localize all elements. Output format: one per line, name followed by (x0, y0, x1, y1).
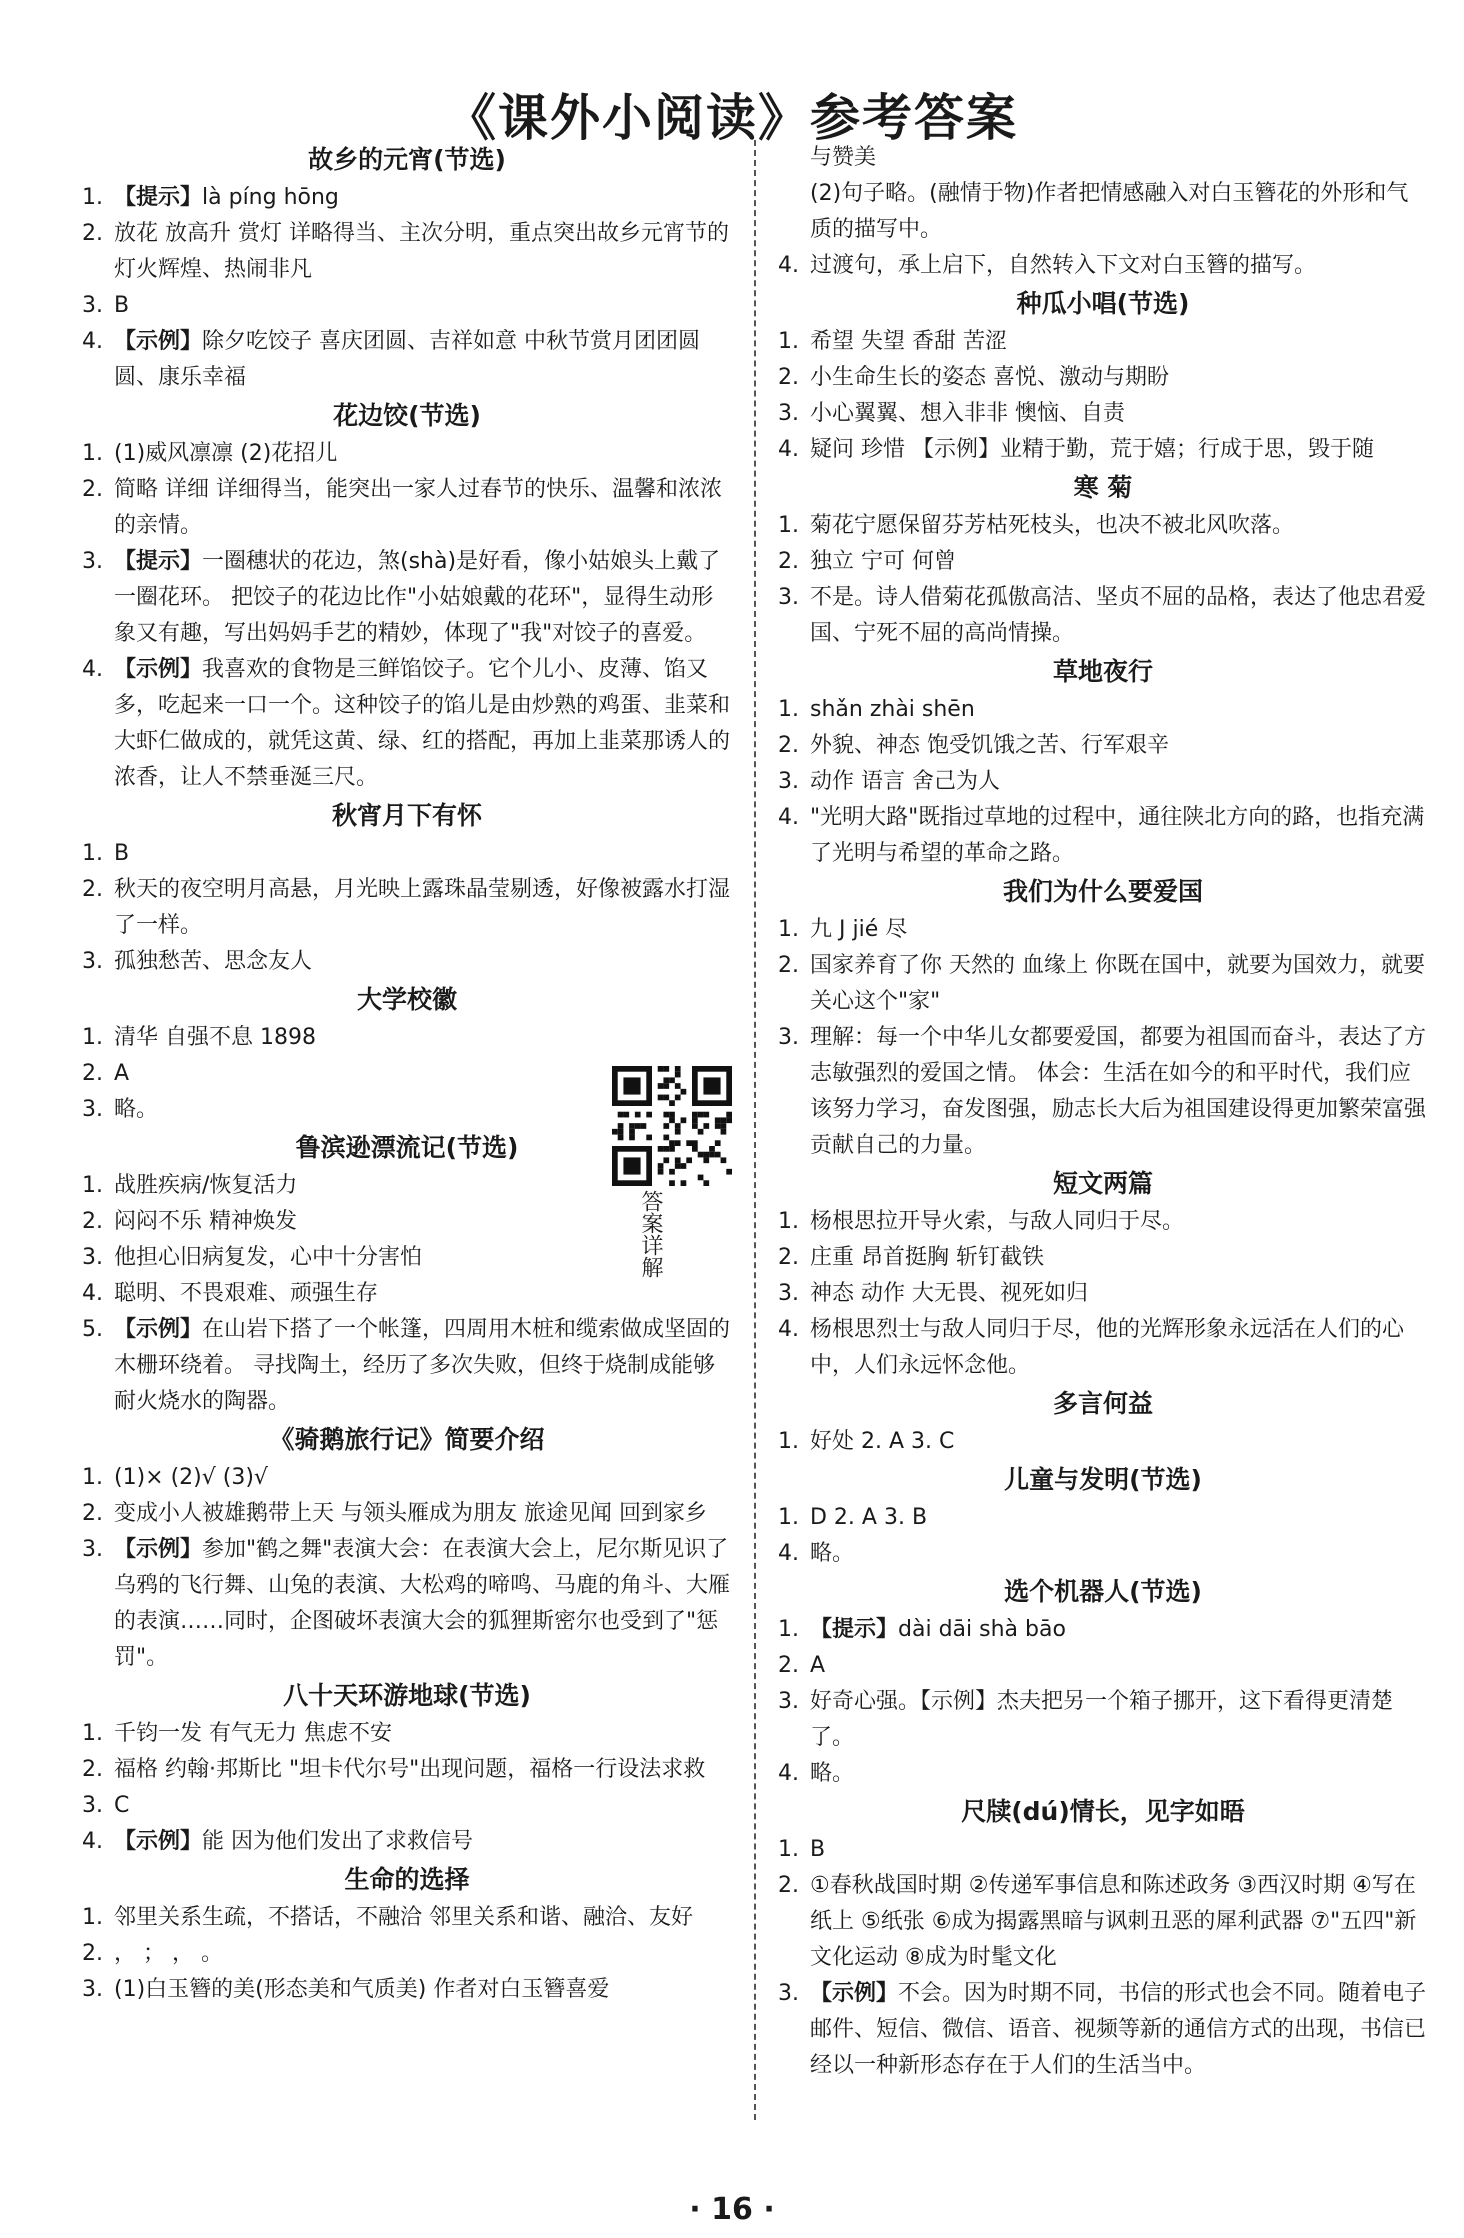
section-title: 大学校徽 (356, 985, 457, 1014)
answer-item (778, 1536, 1428, 1572)
section-title: 儿童与发明(节选) (1004, 1465, 1202, 1494)
answer-item (82, 1496, 732, 1532)
answer-number: 4. (778, 437, 799, 462)
answer-number: 1. (778, 917, 799, 942)
answer-text: 独立 宁可 何曾 (810, 549, 956, 574)
answer-number: 4. (778, 805, 799, 830)
section-title: 八十天环游地球(节选) (283, 1681, 531, 1710)
answer-number: 1. (778, 1617, 799, 1642)
answer-item (82, 216, 732, 288)
answer-text: 孤独愁苦、思念友人 (114, 949, 313, 974)
answer-number: 2. (778, 1245, 799, 1270)
answer-number: 3. (778, 1981, 799, 2006)
answer-item (82, 1900, 732, 1936)
answer-text: 参加"鹤之舞"表演大会：在表演大会上，尼尔斯见识了乌鸦的飞行舞、山兔的表演、大松鸡的啼鸣、马鹿的角斗、大雁的表演……同时，企图破坏表演大会的狐狸斯密尔也受到了"惩罚"。 (114, 1537, 731, 1670)
answer-item (778, 1868, 1428, 1976)
section-title: 花边饺(节选) (333, 401, 481, 430)
answer-number: 3. (82, 1537, 103, 1562)
column-divider (754, 140, 756, 2120)
answer-text: 秋天的夜空明月高悬，月光映上露珠晶莹剔透，好像被露水打湿了一样。 (114, 877, 731, 938)
answer-item (82, 836, 732, 872)
answer-number: 2. (82, 1501, 103, 1526)
qr-code[interactable] (612, 1066, 732, 1186)
answer-text: A (114, 1061, 130, 1086)
answer-number: 1. (82, 1173, 103, 1198)
answer-text: 希望 失望 香甜 苦涩 (810, 329, 1007, 354)
answer-number: 1. (82, 841, 103, 866)
answer-item (82, 324, 732, 396)
answer-number: 3. (778, 1025, 799, 1050)
answer-number: 3. (778, 769, 799, 794)
answer-number: 3. (82, 949, 103, 974)
answer-text: A (810, 1653, 826, 1678)
answer-item (82, 1276, 732, 1312)
answer-text: 与赞美 (810, 145, 877, 170)
section-title: 多言何益 (1052, 1389, 1153, 1418)
answer-text: C (114, 1793, 130, 1818)
answer-number: 2. (82, 221, 103, 246)
answer-number: 1. (778, 513, 799, 538)
answer-text: (2)句子略。(融情于物)作者把情感融入对白玉簪花的外形和气质的描写中。 (810, 181, 1409, 242)
answer-item (82, 1312, 732, 1420)
answer-number: 4. (82, 657, 103, 682)
answer-number: 3. (778, 1689, 799, 1714)
answer-item (82, 1972, 732, 2008)
answer-number: 1. (778, 697, 799, 722)
answer-number: 1. (82, 1721, 103, 1746)
section-title: 寒 菊 (1073, 473, 1133, 502)
section-title: 种瓜小唱(节选) (1016, 289, 1190, 318)
answer-item (778, 432, 1428, 468)
answer-item (778, 580, 1428, 652)
answer-tag: 【示例】 (114, 1317, 203, 1342)
answer-text: 不会。因为时期不同，书信的形式也会不同。随着电子邮件、短信、微信、语音、视频等新的通信方式的出现，书信已经以一种新形态存在于人们的生活当中。 (810, 1981, 1427, 2078)
answer-text: 杨根思拉开导火索，与敌人同归于尽。 (810, 1209, 1185, 1234)
answer-item (82, 1824, 732, 1860)
answer-text: 闷闷不乐 精神焕发 (114, 1209, 297, 1234)
answer-text: 小心翼翼、想入非非 懊恼、自责 (810, 401, 1125, 426)
answer-text: 邻里关系生疏，不搭话，不融洽 邻里关系和谐、融洽、友好 (114, 1905, 693, 1930)
answer-text: shǎn zhài shēn (810, 697, 975, 722)
section-title: 鲁滨逊漂流记(节选) (295, 1133, 519, 1162)
answer-text: là píng hōng (202, 185, 339, 210)
answer-number: 1. (82, 1465, 103, 1490)
answer-text: 简略 详细 详细得当，能突出一家人过春节的快乐、温馨和浓浓的亲情。 (114, 477, 722, 538)
answer-item (82, 1020, 732, 1056)
answer-item (778, 248, 1428, 284)
answer-item (82, 180, 732, 216)
answer-text: 不是。诗人借菊花孤傲高洁、坚贞不屈的品格，表达了他忠君爱国、宁死不屈的高尚情操。 (810, 585, 1427, 646)
answer-text: 略。 (810, 1761, 855, 1786)
answer-text: 除夕吃饺子 喜庆团圆、吉祥如意 中秋节赏月团团圆圆、康乐幸福 (114, 329, 701, 390)
answer-number: 4. (778, 1761, 799, 1786)
answer-number: 2. (82, 1941, 103, 1966)
answer-tag: 【提示】 (114, 185, 203, 210)
answer-number: 4. (82, 329, 103, 354)
answer-number: 1. (778, 1209, 799, 1234)
right-column (778, 140, 1428, 2084)
section-title: 秋宵月下有怀 (331, 801, 482, 830)
section-title: 短文两篇 (1052, 1169, 1153, 1198)
answer-text: 略。 (114, 1097, 159, 1122)
answer-text: 变成小人被雄鹅带上天 与领头雁成为朋友 旅途见闻 回到家乡 (114, 1501, 707, 1526)
answer-number: 2. (778, 549, 799, 574)
answer-text: 理解：每一个中华儿女都要爱国，都要为祖国而奋斗，表达了方志敏强烈的爱国之情。 体会：生活在如今的和平时代，我们应该努力学习，奋发图强，励志长大后为祖国建设得更加繁荣富强贡献自己的力量。 (810, 1025, 1427, 1158)
answer-number: 1. (82, 185, 103, 210)
answer-item (778, 508, 1428, 544)
answer-text: 我喜欢的食物是三鲜馅饺子。它个儿小、皮薄、馅又多，吃起来一口一个。这种饺子的馅儿是由炒熟的鸡蛋、韭菜和大虾仁做成的，就凭这黄、绿、红的搭配，再加上韭菜那诱人的浓香，让人不禁垂涎三尺。 (114, 657, 731, 790)
answer-item (778, 1240, 1428, 1276)
answer-text: 福格 约翰·邦斯比 "坦卡代尔号"出现问题，福格一行设法求救 (114, 1757, 706, 1782)
answer-number: 1. (82, 441, 103, 466)
answer-item (778, 1756, 1428, 1792)
answer-item (778, 1500, 1428, 1536)
answer-item (82, 436, 732, 472)
answer-item (778, 140, 1428, 176)
answer-item (82, 1788, 732, 1824)
answer-item (778, 728, 1428, 764)
answer-text: (1)× (2)√ (3)√ (114, 1465, 268, 1490)
answer-item (82, 1936, 732, 1972)
answer-number: 2. (778, 365, 799, 390)
answer-text: B (810, 1837, 826, 1862)
answer-text: "光明大路"既指过草地的过程中，通往陕北方向的路，也指充满了光明与希望的革命之路。 (810, 805, 1425, 866)
section-title: 草地夜行 (1052, 657, 1153, 686)
answer-text: ， ； ， 。 (114, 1941, 223, 1966)
answer-number: 2. (778, 1873, 799, 1898)
answer-item (778, 1276, 1428, 1312)
answer-number: 2. (82, 477, 103, 502)
answer-item (778, 1832, 1428, 1868)
answer-item (778, 1020, 1428, 1164)
answer-number: 3. (82, 549, 103, 574)
answer-number: 2. (82, 1061, 103, 1086)
answer-number: 4. (778, 1541, 799, 1566)
answer-number: 3. (778, 1281, 799, 1306)
answer-item (82, 872, 732, 944)
answer-item (82, 1716, 732, 1752)
answer-item (778, 948, 1428, 1020)
section-title: 我们为什么要爱国 (1002, 877, 1203, 906)
section-title: 故乡的元宵(节选) (308, 145, 506, 174)
section-title: 选个机器人(节选) (1004, 1577, 1202, 1606)
answer-number: 3. (82, 1245, 103, 1270)
answer-text: ①春秋战国时期 ②传递军事信息和陈述政务 ③西汉时期 ④写在纸上 ⑤纸张 ⑥成为揭露黑暗与讽刺丑恶的犀利武器 ⑦"五四"新文化运动 ⑧成为时髦文化 (810, 1873, 1417, 1970)
answer-text: 一圈穗状的花边，煞(shà)是好看，像小姑娘头上戴了一圈花环。 把饺子的花边比作"小姑娘戴的花环"，显得生动形象又有趣，写出妈妈手艺的精妙，体现了"我"对饺子的喜爱。 (114, 549, 721, 646)
answer-item (82, 1752, 732, 1788)
answer-text: 神态 动作 大无畏、视死如归 (810, 1281, 1088, 1306)
answer-number: 1. (778, 329, 799, 354)
answer-number: 1. (778, 1429, 799, 1454)
answer-text: (1)威风凛凛 (2)花招儿 (114, 441, 338, 466)
answer-number: 1. (778, 1505, 799, 1530)
answer-item (82, 1460, 732, 1496)
answer-number: 3. (82, 1977, 103, 2002)
answer-item (82, 944, 732, 980)
answer-text: B (114, 841, 130, 866)
answer-text: 杨根思烈士与敌人同归于尽，他的光辉形象永远活在人们的心中，人们永远怀念他。 (810, 1317, 1405, 1378)
answer-number: 1. (778, 1837, 799, 1862)
answer-item (778, 1976, 1428, 2084)
answer-text: 动作 语言 舍己为人 (810, 769, 1000, 794)
answer-text: dài dāi shà bāo (898, 1617, 1066, 1642)
answer-text: 放花 放高升 赏灯 详略得当、主次分明，重点突出故乡元宵节的灯火辉煌、热闹非凡 (114, 221, 729, 282)
answer-tag: 【示例】 (114, 329, 203, 354)
answer-item (778, 324, 1428, 360)
answer-text: 他担心旧病复发，心中十分害怕 (114, 1245, 423, 1270)
answer-item (778, 912, 1428, 948)
answer-number: 1. (82, 1905, 103, 1930)
answer-text: 好奇心强。【示例】杰夫把另一个箱子挪开，这下看得更清楚了。 (810, 1689, 1394, 1750)
answer-text: 战胜疾病/恢复活力 (114, 1173, 298, 1198)
page-number: · 16 · (689, 2192, 775, 2227)
answer-text: 略。 (810, 1541, 855, 1566)
section-title: 尺牍(dú)情长，见字如晤 (961, 1797, 1245, 1826)
answer-item (82, 1532, 732, 1676)
answer-item (778, 1648, 1428, 1684)
answer-text: B (114, 293, 130, 318)
answer-number: 4. (778, 1317, 799, 1342)
answer-number: 3. (778, 585, 799, 610)
answer-item (778, 1312, 1428, 1384)
answer-number: 3. (82, 293, 103, 318)
answer-tag: 【提示】 (810, 1617, 899, 1642)
answer-item (778, 764, 1428, 800)
answer-item (778, 544, 1428, 580)
answer-text: 能 因为他们发出了求救信号 (202, 1829, 474, 1854)
answer-item (778, 396, 1428, 432)
answer-tag: 【示例】 (114, 657, 203, 682)
answer-number: 4. (82, 1829, 103, 1854)
answer-number: 2. (82, 1757, 103, 1782)
answer-number: 3. (778, 401, 799, 426)
answer-number: 4. (778, 253, 799, 278)
answer-item (778, 176, 1428, 248)
answer-item (778, 1684, 1428, 1756)
answer-text: 庄重 昂首挺胸 斩钉截铁 (810, 1245, 1044, 1270)
section-title: 《骑鹅旅行记》简要介绍 (269, 1425, 545, 1454)
answer-text: 国家养育了你 天然的 血缘上 你既在国中，就要为国效力，就要关心这个"家" (810, 953, 1425, 1014)
answer-text: 千钧一发 有气无力 焦虑不安 (114, 1721, 392, 1746)
section-title: 生命的选择 (344, 1865, 470, 1894)
answer-tag: 【示例】 (114, 1829, 203, 1854)
answer-number: 2. (82, 1209, 103, 1234)
answer-number: 3. (82, 1097, 103, 1122)
answer-text: 菊花宁愿保留芬芳枯死枝头，也决不被北风吹落。 (810, 513, 1295, 538)
answer-text: 好处 2. A 3. C (810, 1429, 955, 1454)
answer-item (82, 652, 732, 796)
answer-text: 九 J jié 尽 (810, 917, 908, 942)
answer-number: 4. (82, 1281, 103, 1306)
page-title: 《课外小阅读》参考答案 (446, 88, 1018, 147)
answer-text: 清华 自强不息 1898 (114, 1025, 316, 1050)
answer-tag: 【示例】 (810, 1981, 899, 2006)
answer-number: 2. (778, 733, 799, 758)
answer-item (82, 288, 732, 324)
answer-text: 外貌、神态 饱受饥饿之苦、行军艰辛 (810, 733, 1169, 758)
answer-number: 2. (778, 1653, 799, 1678)
answer-tag: 【提示】 (114, 549, 203, 574)
answer-number: 5. (82, 1317, 103, 1342)
answer-text: 疑问 珍惜 【示例】业精于勤，荒于嬉；行成于思，毁于随 (810, 437, 1374, 462)
answer-text: 过渡句，承上启下，自然转入下文对白玉簪的描写。 (810, 253, 1317, 278)
answer-number: 2. (778, 953, 799, 978)
answer-item (778, 800, 1428, 872)
answer-number: 3. (82, 1793, 103, 1818)
answer-text: D 2. A 3. B (810, 1505, 928, 1530)
answer-item (778, 1424, 1428, 1460)
answer-text: 聪明、不畏艰难、顽强生存 (114, 1281, 379, 1306)
qr-caption: 答案详解 (638, 1190, 663, 1278)
answer-text: 小生命生长的姿态 喜悦、激动与期盼 (810, 365, 1169, 390)
answer-item (778, 360, 1428, 396)
answer-text: 在山岩下搭了一个帐篷，四周用木桩和缆索做成坚固的木栅环绕着。 寻找陶土，经历了多次失败，但终于烧制成能够耐火烧水的陶器。 (114, 1317, 731, 1414)
answer-item (778, 692, 1428, 728)
answer-item (82, 472, 732, 544)
answer-number: 2. (82, 877, 103, 902)
answer-number: 1. (82, 1025, 103, 1050)
answer-item (778, 1204, 1428, 1240)
answer-tag: 【示例】 (114, 1537, 203, 1562)
answer-item (778, 1612, 1428, 1648)
answer-text: (1)白玉簪的美(形态美和气质美) 作者对白玉簪喜爱 (114, 1977, 610, 2002)
answer-item (82, 544, 732, 652)
